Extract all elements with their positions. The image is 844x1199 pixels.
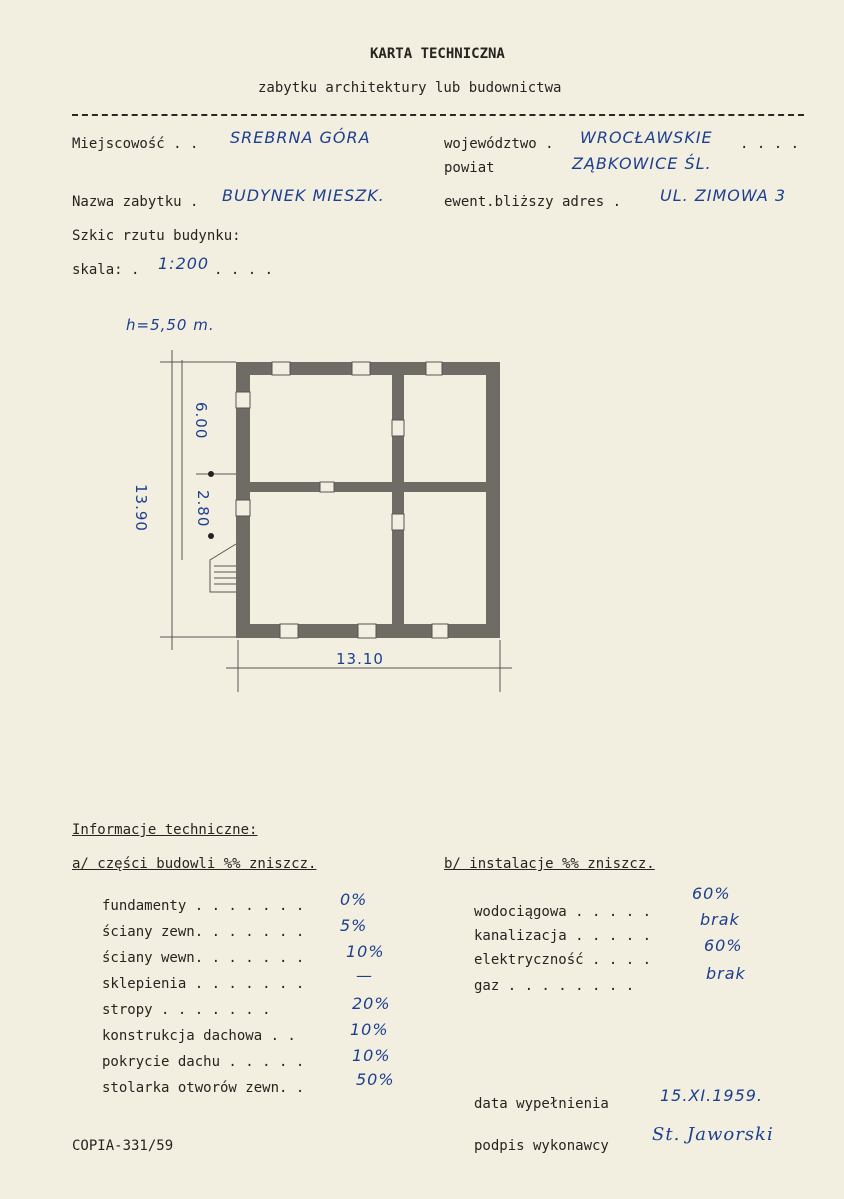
adres-label: ewent.bliższy adres . <box>444 194 622 210</box>
part-value: 10% <box>346 942 385 961</box>
part-value: 0% <box>340 890 368 909</box>
part-value: 10% <box>352 1046 391 1065</box>
installation-label: gaz . . . . . . . . <box>474 978 635 994</box>
installation-value: brak <box>706 964 746 983</box>
part-label: pokrycie dachu . . . . . <box>102 1054 305 1070</box>
szkic-label: Szkic rzutu budynku: <box>72 228 241 244</box>
copy-number: COPIA-331/59 <box>72 1138 174 1154</box>
skala-label: skala: . <box>72 262 140 278</box>
width-dimension: 13.10 <box>336 650 384 668</box>
part-label: stolarka otworów zewn. . <box>102 1080 305 1096</box>
signature-value: St. Jaworski <box>652 1124 774 1145</box>
part-label: ściany wewn. . . . . . . <box>102 950 305 966</box>
part-value: 50% <box>356 1070 395 1089</box>
part-label: fundamenty . . . . . . . <box>102 898 305 914</box>
installation-label: kanalizacja . . . . . <box>474 928 652 944</box>
installation-value: brak <box>700 910 740 929</box>
powiat-label: powiat <box>444 160 495 176</box>
wojewodztwo-label: województwo . <box>444 136 554 152</box>
part-label: ściany zewn. . . . . . . <box>102 924 305 940</box>
skala-value: 1:200 <box>158 254 210 273</box>
depth-dimension: 13.90 <box>132 484 150 532</box>
upper-room-dimension: 6.00 <box>192 402 210 440</box>
part-value: 20% <box>352 994 391 1013</box>
miejscowosc-label: Miejscowość . . <box>72 136 199 152</box>
part-value: 5% <box>340 916 368 935</box>
nazwa-label: Nazwa zabytku . <box>72 194 199 210</box>
part-value: 10% <box>350 1020 389 1039</box>
document-title: KARTA TECHNICZNA <box>370 46 505 62</box>
installations-column-header: b/ instalacje %% zniszcz. <box>444 856 655 872</box>
skala-dots: . . . . <box>214 262 274 278</box>
miejscowosc-value: SREBRNA GÓRA <box>230 128 371 147</box>
part-value: — <box>356 966 373 985</box>
installation-label: elektryczność . . . . <box>474 952 652 968</box>
installation-value: 60% <box>704 936 743 955</box>
nazwa-value: BUDYNEK MIESZK. <box>222 186 385 205</box>
height-note: h=5,50 m. <box>126 316 215 334</box>
wojewodztwo-dots: . . . . <box>740 136 800 152</box>
document-subtitle: zabytku architektury lub budownictwa <box>258 80 562 96</box>
installation-label: wodociągowa . . . . . <box>474 904 652 920</box>
part-label: konstrukcja dachowa . . <box>102 1028 296 1044</box>
tech-heading: Informacje techniczne: <box>72 822 258 838</box>
adres-value: UL. ZIMOWA 3 <box>660 186 787 205</box>
part-label: stropy . . . . . . . <box>102 1002 271 1018</box>
installation-value: 60% <box>692 884 731 903</box>
powiat-value: ZĄBKOWICE ŚL. <box>572 154 712 173</box>
middle-dimension: 2.80 <box>194 490 212 528</box>
fill-date-value: 15.XI.1959. <box>660 1086 764 1105</box>
parts-column-header: a/ części budowli %% zniszcz. <box>72 856 317 872</box>
signature-label: podpis wykonawcy <box>474 1138 609 1154</box>
wojewodztwo-value: WROCŁAWSKIE <box>580 128 713 147</box>
fill-date-label: data wypełnienia <box>474 1096 609 1112</box>
part-label: sklepienia . . . . . . . <box>102 976 305 992</box>
